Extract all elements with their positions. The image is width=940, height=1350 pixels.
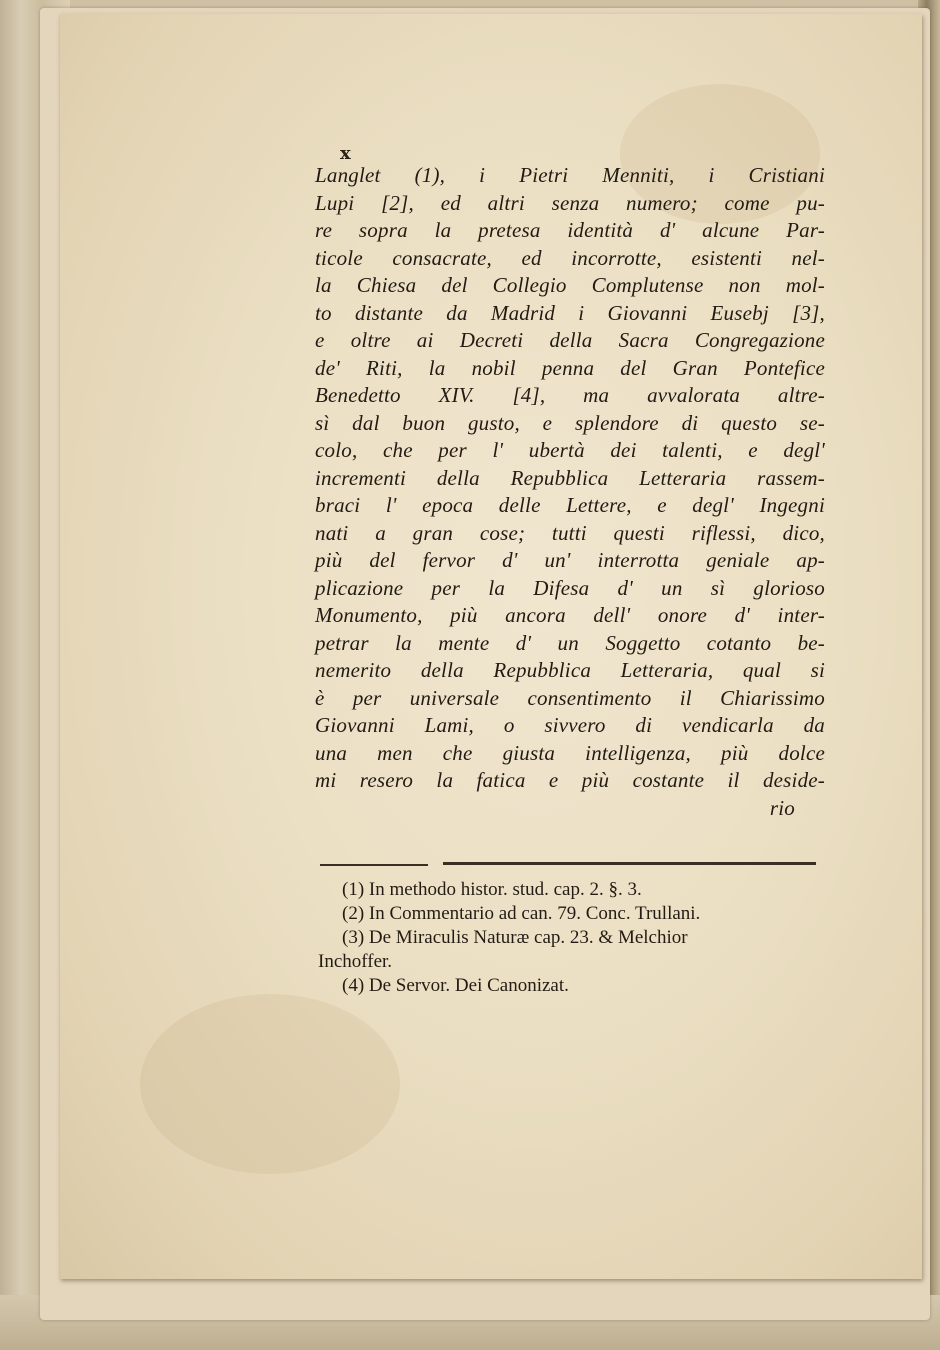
text-line: de' Riti, la nobil penna del Gran Pontefice <box>315 355 825 380</box>
paper-stain <box>140 994 400 1174</box>
footnote: (4) De Servor. Dei Canonizat. <box>342 975 569 996</box>
text-line: braci l' epoca delle Lettere, e degl' Ingegni <box>315 493 825 517</box>
text-line: plicazione per la Difesa d' un sì glorioso <box>315 575 825 600</box>
text-line: Benedetto XIV. [4], ma avvalorata altre- <box>315 383 825 407</box>
text-line: Giovanni Lami, o sivvero di vendicarla da <box>315 713 825 737</box>
text-line: è per universale consentimento il Chiarissimo <box>315 685 825 710</box>
text-line: la Chiesa del Collegio Complutense non mol- <box>315 273 825 297</box>
text-line: e oltre ai Decreti della Sacra Congregazione <box>315 328 825 352</box>
text-line: Langlet (1), i Pietri Menniti, i Cristiani <box>315 163 825 187</box>
page-number: x <box>340 143 351 164</box>
text-line: petrar la mente d' un Soggetto cotanto be- <box>315 630 825 655</box>
text-line: sì dal buon gusto, e splendore di questo se- <box>315 410 825 435</box>
text-line: ticole consacrate, ed incorrotte, esistenti nel- <box>315 245 825 270</box>
footnote: (3) De Miraculis Naturæ cap. 23. & Melchior <box>342 927 688 948</box>
body-text <box>315 162 825 822</box>
footnote-rule-left <box>320 864 428 866</box>
text-line: colo, che per l' ubertà dei talenti, e degl' <box>315 438 825 462</box>
catchword: rio <box>769 795 795 820</box>
text-line: re sopra la pretesa identità d' alcune Par- <box>315 218 825 242</box>
text-line: Monumento, più ancora dell' onore d' inter- <box>315 603 825 627</box>
footnote-continuation: Inchoffer. <box>318 951 393 972</box>
text-line: una men che giusta intelligenza, più dolce <box>315 740 825 765</box>
text-line: nemerito della Repubblica Letteraria, qual si <box>315 658 825 682</box>
text-line: Lupi [2], ed altri senza numero; come pu- <box>315 190 825 215</box>
text-line: mi resero la fatica e più costante il deside- <box>315 768 825 792</box>
text-line: più del fervor d' un' interrotta geniale ap- <box>315 548 825 572</box>
text-line: incrementi della Repubblica Letteraria rassem- <box>315 465 825 490</box>
footnotes <box>318 878 828 998</box>
text-line: nati a gran cose; tutti questi riflessi, dico, <box>315 520 825 545</box>
text-line: to distante da Madrid i Giovanni Eusebj [3], <box>315 300 825 325</box>
footnote: (1) In methodo histor. stud. cap. 2. §. 3. <box>342 879 642 900</box>
footnote-rule-right <box>443 862 816 865</box>
footnote: (2) In Commentario ad can. 79. Conc. Trullani. <box>342 903 701 924</box>
